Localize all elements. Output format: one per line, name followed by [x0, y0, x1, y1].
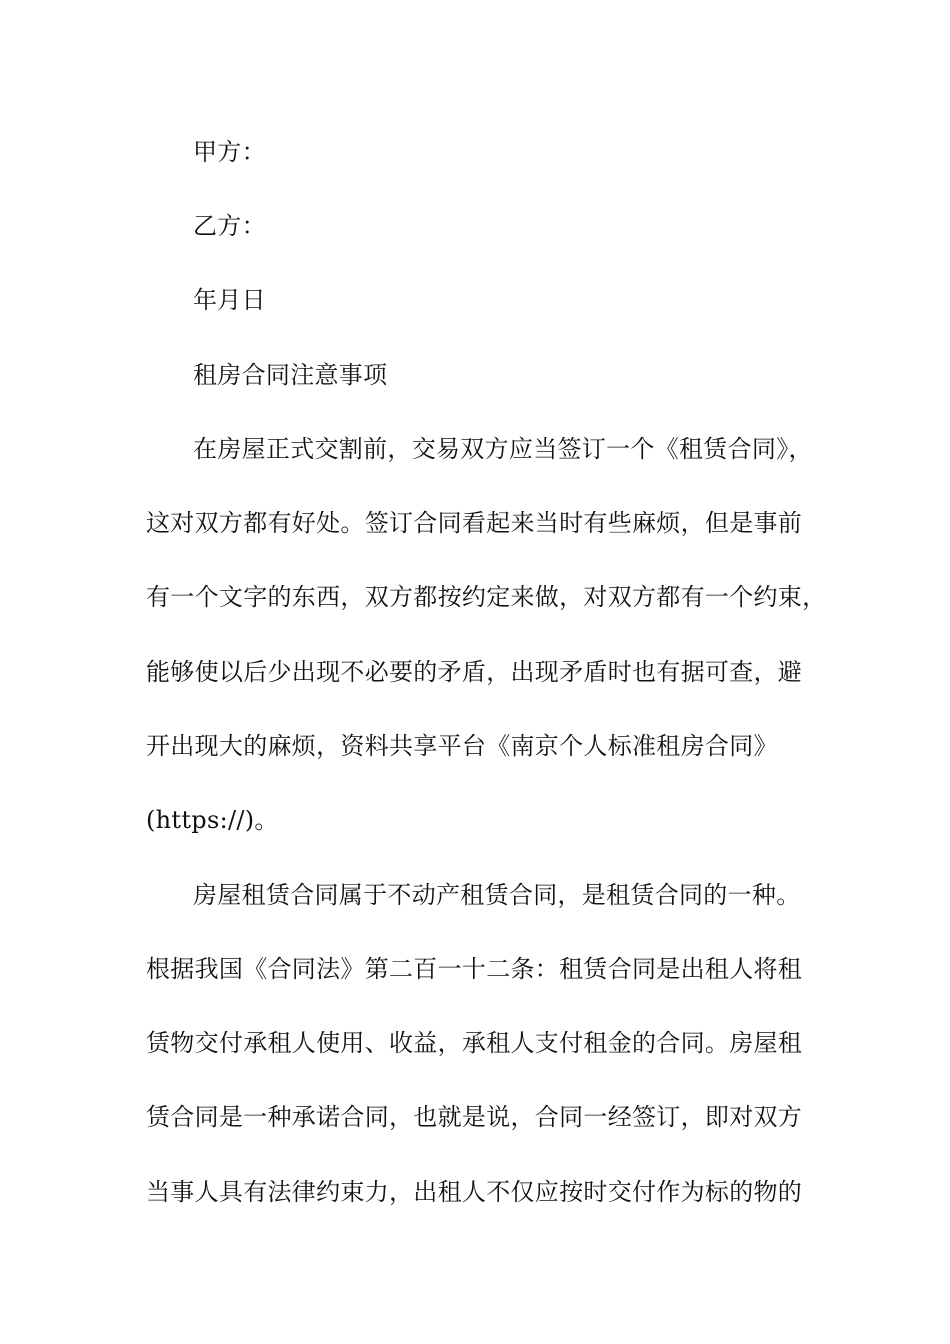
paragraph-2-line-2: 根据我国《合同法》第二百一十二条：租赁合同是出租人将租	[146, 955, 803, 983]
paragraph-1-line-4: 能够使以后少出现不必要的矛盾，出现矛盾时也有据可查，避	[146, 658, 803, 686]
date-label: 年月日	[193, 286, 266, 314]
party-b-label: 乙方：	[193, 212, 266, 240]
paragraph-2-line-5: 当事人具有法律约束力，出租人不仅应按时交付作为标的物的	[146, 1178, 803, 1206]
paragraph-2-line-1: 房屋租赁合同属于不动产租赁合同，是租赁合同的一种。	[193, 881, 801, 909]
party-a-label: 甲方：	[193, 138, 266, 166]
section-heading: 租房合同注意事项	[193, 361, 388, 389]
paragraph-1-line-2: 这对双方都有好处。签订合同看起来当时有些麻烦，但是事前	[146, 509, 803, 537]
paragraph-2-line-4: 赁合同是一种承诺合同，也就是说，合同一经签订，即对双方	[146, 1103, 803, 1131]
paragraph-2-line-3: 赁物交付承租人使用、收益，承租人支付租金的合同。房屋租	[146, 1029, 803, 1057]
paragraph-1-line-3: 有一个文字的东西，双方都按约定来做，对双方都有一个约束，	[146, 583, 827, 611]
paragraph-1-line-6: (https://)。	[146, 806, 279, 834]
paragraph-1-line-5: 开出现大的麻烦，资料共享平台《南京个人标准租房合同》	[146, 732, 778, 760]
paragraph-1-line-1: 在房屋正式交割前，交易双方应当签订一个《租赁合同》，	[193, 435, 813, 463]
